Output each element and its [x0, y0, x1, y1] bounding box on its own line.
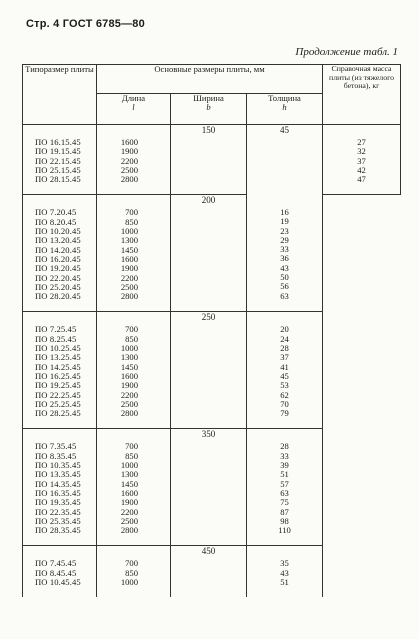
table-cell-line: 29: [280, 234, 289, 245]
table-cell-line: 1450: [120, 244, 138, 255]
table-cell-line: 33: [280, 244, 289, 255]
table-cell-line: 2200: [120, 155, 138, 166]
table-cell-line: 23: [280, 225, 289, 236]
table-cell-line: 28: [280, 343, 289, 354]
table-group-width-200: [23, 195, 401, 312]
table-cell-line: 1900: [120, 380, 138, 391]
table-cell-line: ПО 25.15.45: [35, 164, 81, 175]
table-cell-line: ПО 8.45.45: [35, 567, 77, 578]
thickness-value: 45: [247, 125, 323, 195]
table-cell-line: ПО 8.25.45: [35, 333, 77, 344]
table-cell-line: 37: [280, 352, 289, 363]
table-cell-line: ПО 22.35.45: [35, 506, 81, 517]
width-value: 450: [171, 546, 247, 597]
table-cell-line: ПО 16.20.45: [35, 253, 81, 264]
table-cell-line: 1000: [120, 343, 138, 354]
table-cell-line: ПО 22.20.45: [35, 272, 81, 283]
table-cell-line: 53: [280, 380, 289, 391]
table-cell-line: 1300: [120, 469, 138, 480]
table-cell-line: ПО 13.20.45: [35, 235, 81, 246]
width-value: 350: [171, 429, 247, 546]
col-header-type-size: Типоразмер плиты: [23, 65, 97, 125]
table-cell-line: ПО 28.25.45: [35, 408, 81, 419]
table-cell-line: 43: [280, 262, 289, 273]
plate-dimensions-table: [22, 64, 401, 597]
table-cell-line: 33: [280, 450, 289, 461]
type-size-list: [23, 312, 97, 429]
table-cell-line: ПО 28.20.45: [35, 291, 81, 302]
table-cell-line: 2800: [120, 174, 138, 185]
table-cell-line: 57: [280, 478, 289, 489]
table-group-width-450: [23, 546, 401, 597]
col-header-width: Ширина b: [171, 94, 247, 125]
table-cell-line: ПО 7.45.45: [35, 558, 77, 569]
table-group-width-350: [23, 429, 401, 546]
col-header-main-dims: Основные размеры плиты, мм: [97, 65, 323, 94]
table-cell-line: 16: [280, 206, 289, 217]
table-cell-line: 700: [125, 558, 138, 569]
table-cell-line: 2200: [120, 389, 138, 400]
table-group-width-150: [23, 125, 401, 195]
table-cell-line: 43: [280, 567, 289, 578]
table-cell-line: 2500: [120, 515, 138, 526]
table-cell-line: ПО 25.25.45: [35, 398, 81, 409]
table-cell-line: ПО 8.20.45: [35, 216, 77, 227]
table-cell-line: 1300: [120, 352, 138, 363]
table-cell-line: 63: [280, 290, 289, 301]
width-value: 250: [171, 312, 247, 429]
table-cell-line: 42: [357, 164, 366, 175]
table-cell-line: 1600: [120, 137, 138, 147]
table-cell-line: 2800: [120, 408, 138, 419]
table-cell-line: ПО 28.35.45: [35, 525, 81, 536]
table-cell-line: ПО 10.20.45: [35, 226, 81, 237]
table-cell-line: 41: [280, 361, 289, 372]
length-list: [97, 312, 171, 429]
type-size-list: [23, 429, 97, 546]
table-cell-line: 2200: [120, 506, 138, 517]
table-cell-line: 700: [125, 324, 138, 335]
table-cell-line: 850: [125, 567, 138, 578]
table-cell-line: ПО 19.35.45: [35, 497, 81, 508]
table-cell-line: 47: [357, 174, 366, 185]
table-cell-line: 2200: [120, 272, 138, 283]
table-cell-line: 110: [278, 525, 291, 536]
table-cell-line: 2800: [120, 291, 138, 302]
table-cell-line: ПО 10.35.45: [35, 460, 81, 471]
table-cell-line: ПО 10.25.45: [35, 343, 81, 354]
table-cell-line: ПО 14.20.45: [35, 244, 81, 255]
mass-list: [247, 195, 323, 312]
table-cell-line: ПО 14.25.45: [35, 361, 81, 372]
table-cell-line: 2800: [120, 525, 138, 536]
table-cell-line: 1600: [120, 370, 138, 381]
table-cell-line: 56: [280, 281, 289, 292]
mass-list: [247, 312, 323, 429]
table-cell-line: 1450: [120, 478, 138, 489]
table-cell-line: 63: [280, 487, 289, 498]
length-list: [97, 429, 171, 546]
table-cell-line: 24: [280, 333, 289, 344]
type-size-list: [23, 195, 97, 312]
table-cell-line: ПО 14.35.45: [35, 478, 81, 489]
table-cell-line: 1600: [120, 253, 138, 264]
table-cell-line: 2500: [120, 398, 138, 409]
type-size-list: [23, 546, 97, 597]
table-cell-line: 20: [280, 324, 289, 335]
table-cell-line: ПО 7.25.45: [35, 324, 77, 335]
table-cell-line: ПО 10.45.45: [35, 576, 81, 587]
table-cell-line: 62: [280, 389, 289, 400]
table-cell-line: 27: [357, 137, 366, 147]
mass-list: [323, 125, 401, 195]
table-cell-line: 2500: [120, 164, 138, 175]
table-cell-line: 45: [280, 370, 289, 381]
table-cell-line: ПО 25.20.45: [35, 281, 81, 292]
table-cell-line: 1450: [120, 361, 138, 372]
table-cell-line: 51: [280, 469, 289, 480]
table-cell-line: ПО 19.25.45: [35, 380, 81, 391]
table-cell-line: 1000: [120, 460, 138, 471]
table-cell-line: 32: [357, 146, 366, 157]
table-cell-line: 87: [280, 506, 289, 517]
col-header-mass: Справочная масса плиты (из тяжелого бетона), кг: [323, 65, 401, 125]
length-list: [97, 125, 171, 195]
table-cell-line: ПО 7.35.45: [35, 441, 77, 452]
table-cell-line: ПО 16.25.45: [35, 370, 81, 381]
table-cell-line: ПО 13.35.45: [35, 469, 81, 480]
mass-list: [247, 429, 323, 546]
col-header-thickness: Толщина h: [247, 94, 323, 125]
table-cell-line: 850: [125, 333, 138, 344]
table-cell-line: 1000: [120, 576, 138, 587]
table-cell-line: ПО 22.25.45: [35, 389, 81, 400]
table-cell-line: ПО 7.20.45: [35, 207, 77, 218]
table-cell-line: 75: [280, 497, 289, 508]
table-cell-line: ПО 19.15.45: [35, 146, 81, 157]
table-cell-line: ПО 22.15.45: [35, 155, 81, 166]
table-cell-line: 1900: [120, 497, 138, 508]
table-cell-line: ПО 8.35.45: [35, 450, 77, 461]
table-cell-line: 79: [280, 408, 289, 419]
table-cell-line: 50: [280, 272, 289, 283]
table-cell-line: ПО 28.15.45: [35, 174, 81, 185]
table-cell-line: 39: [280, 460, 289, 471]
table-cell-line: 1900: [120, 263, 138, 274]
table-continuation-label: Продолжение табл. 1: [295, 46, 398, 58]
width-value: 150: [171, 125, 247, 195]
table-cell-line: 1600: [120, 487, 138, 498]
table-cell-line: ПО 13.25.45: [35, 352, 81, 363]
table-cell-line: 700: [125, 207, 138, 218]
table-cell-line: ПО 16.35.45: [35, 487, 81, 498]
table-cell-line: 850: [125, 450, 138, 461]
col-header-length: Длина l: [97, 94, 171, 125]
width-value: 200: [171, 195, 247, 312]
table-cell-line: 51: [280, 576, 289, 587]
table-cell-line: 1000: [120, 226, 138, 237]
table-cell-line: ПО 25.35.45: [35, 515, 81, 526]
table-cell-line: 1300: [120, 235, 138, 246]
table-cell-line: 1900: [120, 146, 138, 157]
table-group-width-250: [23, 312, 401, 429]
length-list: [97, 195, 171, 312]
table-cell-line: 850: [125, 216, 138, 227]
mass-list: [247, 546, 323, 597]
length-list: [97, 546, 171, 597]
type-size-list: [23, 125, 97, 195]
table-cell-line: 37: [357, 155, 366, 166]
table-cell-line: 36: [280, 253, 289, 264]
table-cell-line: 700: [125, 441, 138, 452]
table-cell-line: 70: [280, 398, 289, 409]
table-cell-line: 35: [280, 558, 289, 569]
table-cell-line: ПО 16.15.45: [35, 137, 81, 147]
table-cell-line: 98: [280, 515, 289, 526]
page-header: Стр. 4 ГОСТ 6785—80: [26, 18, 145, 30]
table-cell-line: 2500: [120, 281, 138, 292]
table-cell-line: 28: [280, 441, 289, 452]
table-cell-line: ПО 19.20.45: [35, 263, 81, 274]
table-cell-line: 19: [280, 216, 289, 227]
